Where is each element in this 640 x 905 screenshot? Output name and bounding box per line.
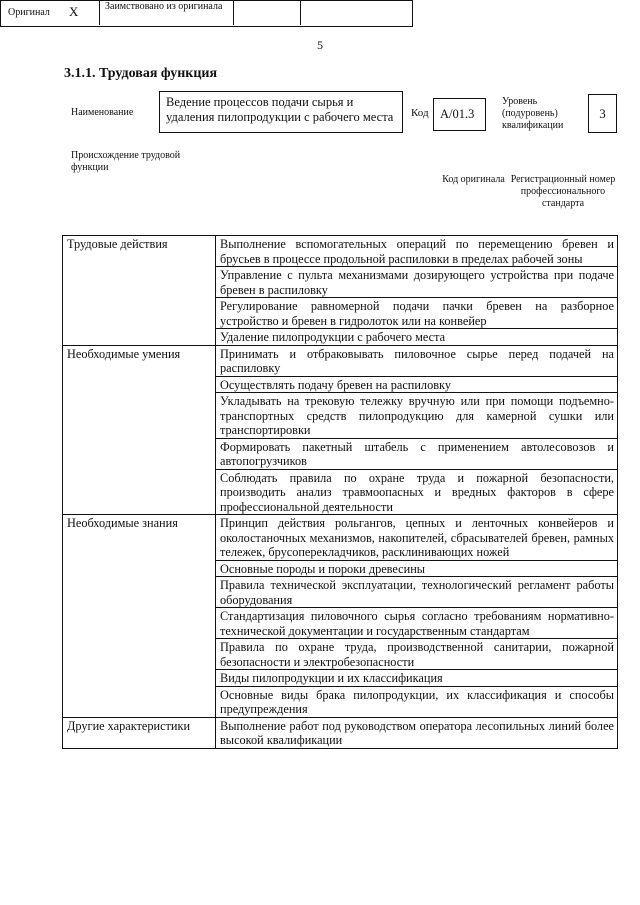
- page-number: 5: [317, 38, 323, 52]
- section-title-other: Другие характеристики: [63, 717, 216, 748]
- list-item: Правила по охране труда, производственной санитарии, пожарной безопасности и электробезопасности: [216, 639, 618, 670]
- list-item: Принцип действия рольгангов, цепных и ленточных конвейеров и околостаночных механизмов, накопителей, сбрасывателей бревен, рамных тележек, брусоперекладчиков, расклинивающих ножей: [216, 515, 618, 561]
- origin-code-caption: Код оригинала: [442, 174, 505, 185]
- section-title-knowledge: Необходимые знания: [63, 515, 216, 718]
- borrowed-label: Заимствовано из оригинала: [105, 1, 223, 12]
- function-table: [62, 235, 618, 749]
- section-title-actions: Трудовые действия: [63, 236, 216, 346]
- list-item: Формировать пакетный штабель с применением автолесовозов и автопогрузчиков: [216, 438, 618, 469]
- borrowed-cell: [100, 0, 234, 25]
- list-item: Основные породы и пороки древесины: [216, 560, 618, 577]
- origin-label: Происхождение трудовой функции: [71, 150, 181, 173]
- code-label: Код: [411, 107, 429, 119]
- level-value: 3: [588, 94, 617, 133]
- original-label: Оригинал: [8, 7, 50, 18]
- list-item: Правила технической эксплуатации, технологический регламент работы оборудования: [216, 577, 618, 608]
- section-title-skills: Необходимые умения: [63, 345, 216, 515]
- list-item: Соблюдать правила по охране труда и пожарной безопасности, производить анализ травмоопасных и вредных факторов в сфере профессиональной деятельности: [216, 469, 618, 515]
- table-row: [63, 236, 618, 267]
- list-item: Виды пилопродукции и их классификация: [216, 670, 618, 687]
- list-item: Регулирование равномерной подачи пачки бревен на разборное устройство и бревен в гидролоток или на конвейер: [216, 298, 618, 329]
- list-item: Управление с пульта механизмами дозирующего устройства при подаче бревен в распиловку: [216, 267, 618, 298]
- list-item: Выполнение работ под руководством оператора лесопильных линий более высокой квалификации: [216, 717, 618, 748]
- table-row: [63, 717, 618, 748]
- table-row: [63, 515, 618, 561]
- origin-code-cell: [234, 0, 301, 25]
- table-row: [63, 345, 618, 376]
- list-item: Основные виды брака пилопродукции, их классификация и способы предупреждения: [216, 686, 618, 717]
- original-mark: X: [69, 4, 79, 19]
- origin-row: [0, 0, 413, 27]
- reg-number-caption: Регистрационный номер профессионального стандарта: [510, 174, 616, 209]
- list-item: Укладывать на трековую тележку вручную или при помощи подъемно-транспортных средств пилопродукцию для камерной сушки или транспортировки: [216, 393, 618, 439]
- original-cell: [0, 0, 100, 25]
- list-item: Принимать и отбраковывать пиловочное сырье перед подачей на распиловку: [216, 345, 618, 376]
- section-title: 3.1.1. Трудовая функция: [64, 66, 218, 81]
- list-item: Удаление пилопродукции с рабочего места: [216, 329, 618, 346]
- level-label: Уровень (подуровень) квалификации: [502, 96, 564, 131]
- name-label: Наименование: [71, 107, 134, 118]
- list-item: Осуществлять подачу бревен на распиловку: [216, 376, 618, 393]
- name-value: Ведение процессов подачи сырья и удаления пилопродукции с рабочего места: [159, 91, 403, 133]
- code-value: A/01.3: [433, 98, 486, 131]
- list-item: Выполнение вспомогательных операций по перемещению бревен и брусьев в процессе продольной распиловки в пределах рабочей зоны: [216, 236, 618, 267]
- list-item: Стандартизация пиловочного сырья согласно требованиям нормативно-технической документации и государственным стандартам: [216, 608, 618, 639]
